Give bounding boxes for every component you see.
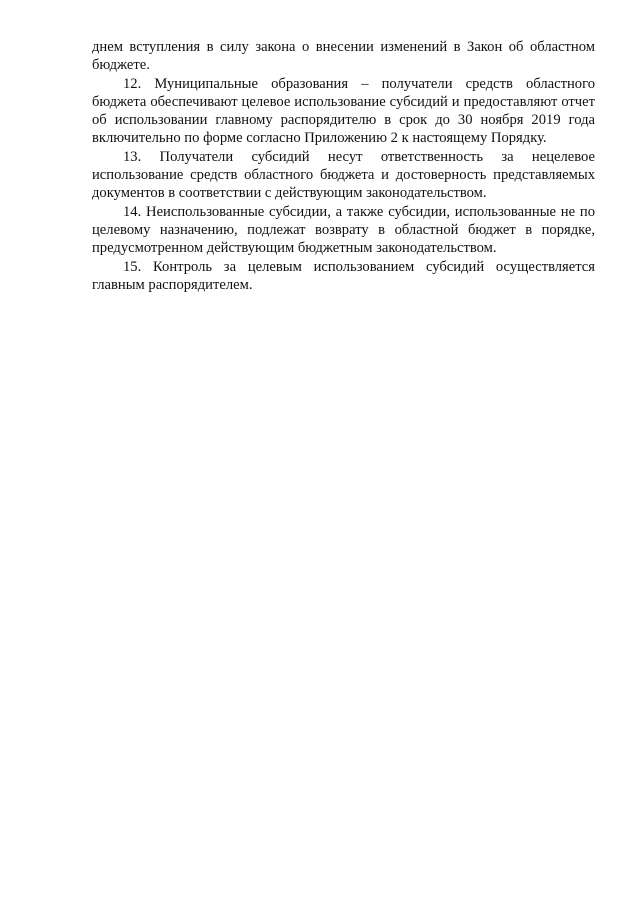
- document-body: [92, 38, 595, 294]
- paragraph-item-15: 15. Контроль за целевым использованием субсидий осуществляется главным распорядителем.: [92, 258, 595, 293]
- paragraph-item-14: 14. Неиспользованные субсидии, а также субсидии, использованные не по целевому назначению, подлежат возврату в областной бюджет в порядке, предусмотренном действующим бюджетным законодательством.: [92, 203, 595, 257]
- paragraph-continuation: днем вступления в силу закона о внесении изменений в Закон об областном бюджете.: [92, 39, 595, 74]
- paragraph-item-13: 13. Получатели субсидий несут ответственность за нецелевое использование средств областного бюджета и достоверность представляемых документов в соответствии с действующим законодательством.: [92, 148, 595, 202]
- paragraph-item-12: 12. Муниципальные образования – получатели средств областного бюджета обеспечивают целевое использование субсидий и предоставляют отчет об использовании главному распорядителю в срок до 30 ноября 2019 года включительно по форме согласно Приложению 2 к настоящему Порядку.: [92, 75, 595, 147]
